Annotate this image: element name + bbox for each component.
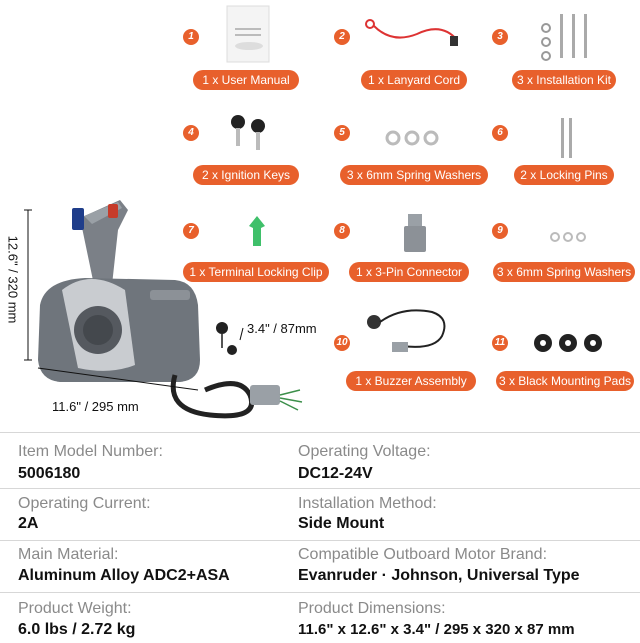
spec-value-current: 2A	[18, 515, 39, 532]
spec-value-weight: 6.0 lbs / 2.72 kg	[18, 621, 136, 638]
manual-icon	[225, 4, 273, 64]
item-number: 9	[492, 223, 508, 239]
item-label: 1 x User Manual	[193, 70, 299, 90]
item-number: 3	[492, 29, 508, 45]
item-label: 3 x 6mm Spring Washers	[340, 165, 488, 185]
item-label: 1 x Lanyard Cord	[361, 70, 467, 90]
spec-value-model: 5006180	[18, 465, 81, 482]
item-label: 1 x Terminal Locking Clip	[183, 262, 329, 282]
item-number: 7	[183, 223, 199, 239]
spec-value-material: Aluminum Alloy ADC2+ASA	[18, 567, 230, 584]
item-label: 3 x Installation Kit	[512, 70, 616, 90]
spec-label-weight: Product Weight:	[18, 600, 132, 617]
item-label: 3 x Black Mounting Pads	[496, 371, 634, 391]
item-label: 1 x Buzzer Assembly	[346, 371, 476, 391]
spec-label-brand: Compatible Outboard Motor Brand:	[298, 546, 548, 563]
lanyard-icon	[362, 14, 462, 50]
item-label: 2 x Locking Pins	[514, 165, 614, 185]
item-number: 5	[334, 125, 350, 141]
connector-icon	[398, 212, 432, 256]
divider	[0, 488, 640, 489]
control-box-image	[0, 190, 330, 435]
keys-icon	[228, 112, 272, 152]
depth-dimension: 3.4" / 87mm	[247, 321, 317, 336]
spec-label-dimensions: Product Dimensions:	[298, 600, 446, 617]
spec-label-model: Item Model Number:	[18, 443, 163, 460]
item-label: 2 x Ignition Keys	[193, 165, 299, 185]
item-number: 4	[183, 125, 199, 141]
small-washers-icon	[548, 230, 588, 244]
spec-value-brand: Evanruder · Johnson, Universal Type	[298, 567, 580, 584]
item-number: 8	[334, 223, 350, 239]
washers-icon	[384, 128, 440, 148]
item-number: 1	[183, 29, 199, 45]
item-number: 6	[492, 125, 508, 141]
spec-value-voltage: DC12-24V	[298, 465, 373, 482]
item-number: 11	[492, 335, 508, 351]
pads-icon	[532, 332, 604, 354]
spec-label-installation: Installation Method:	[298, 495, 437, 512]
spec-label-material: Main Material:	[18, 546, 119, 563]
divider	[0, 432, 640, 433]
height-dimension: 12.6" / 320 mm	[5, 235, 21, 324]
spec-value-installation: Side Mount	[298, 515, 385, 532]
item-number: 2	[334, 29, 350, 45]
divider	[0, 540, 640, 541]
divider	[0, 592, 640, 593]
spec-value-dimensions: 11.6" x 12.6" x 3.4" / 295 x 320 x 87 mm	[298, 621, 575, 638]
pins-icon	[556, 116, 578, 160]
width-dimension: 11.6" / 295 mm	[52, 399, 139, 414]
item-label: 3 x 6mm Spring Washers	[493, 262, 635, 282]
item-label: 1 x 3-Pin Connector	[349, 262, 469, 282]
screws-icon	[538, 10, 598, 66]
buzzer-icon	[362, 302, 452, 358]
clip-icon	[245, 214, 269, 248]
spec-label-voltage: Operating Voltage:	[298, 443, 431, 460]
spec-label-current: Operating Current:	[18, 495, 151, 512]
item-number: 10	[334, 335, 350, 351]
